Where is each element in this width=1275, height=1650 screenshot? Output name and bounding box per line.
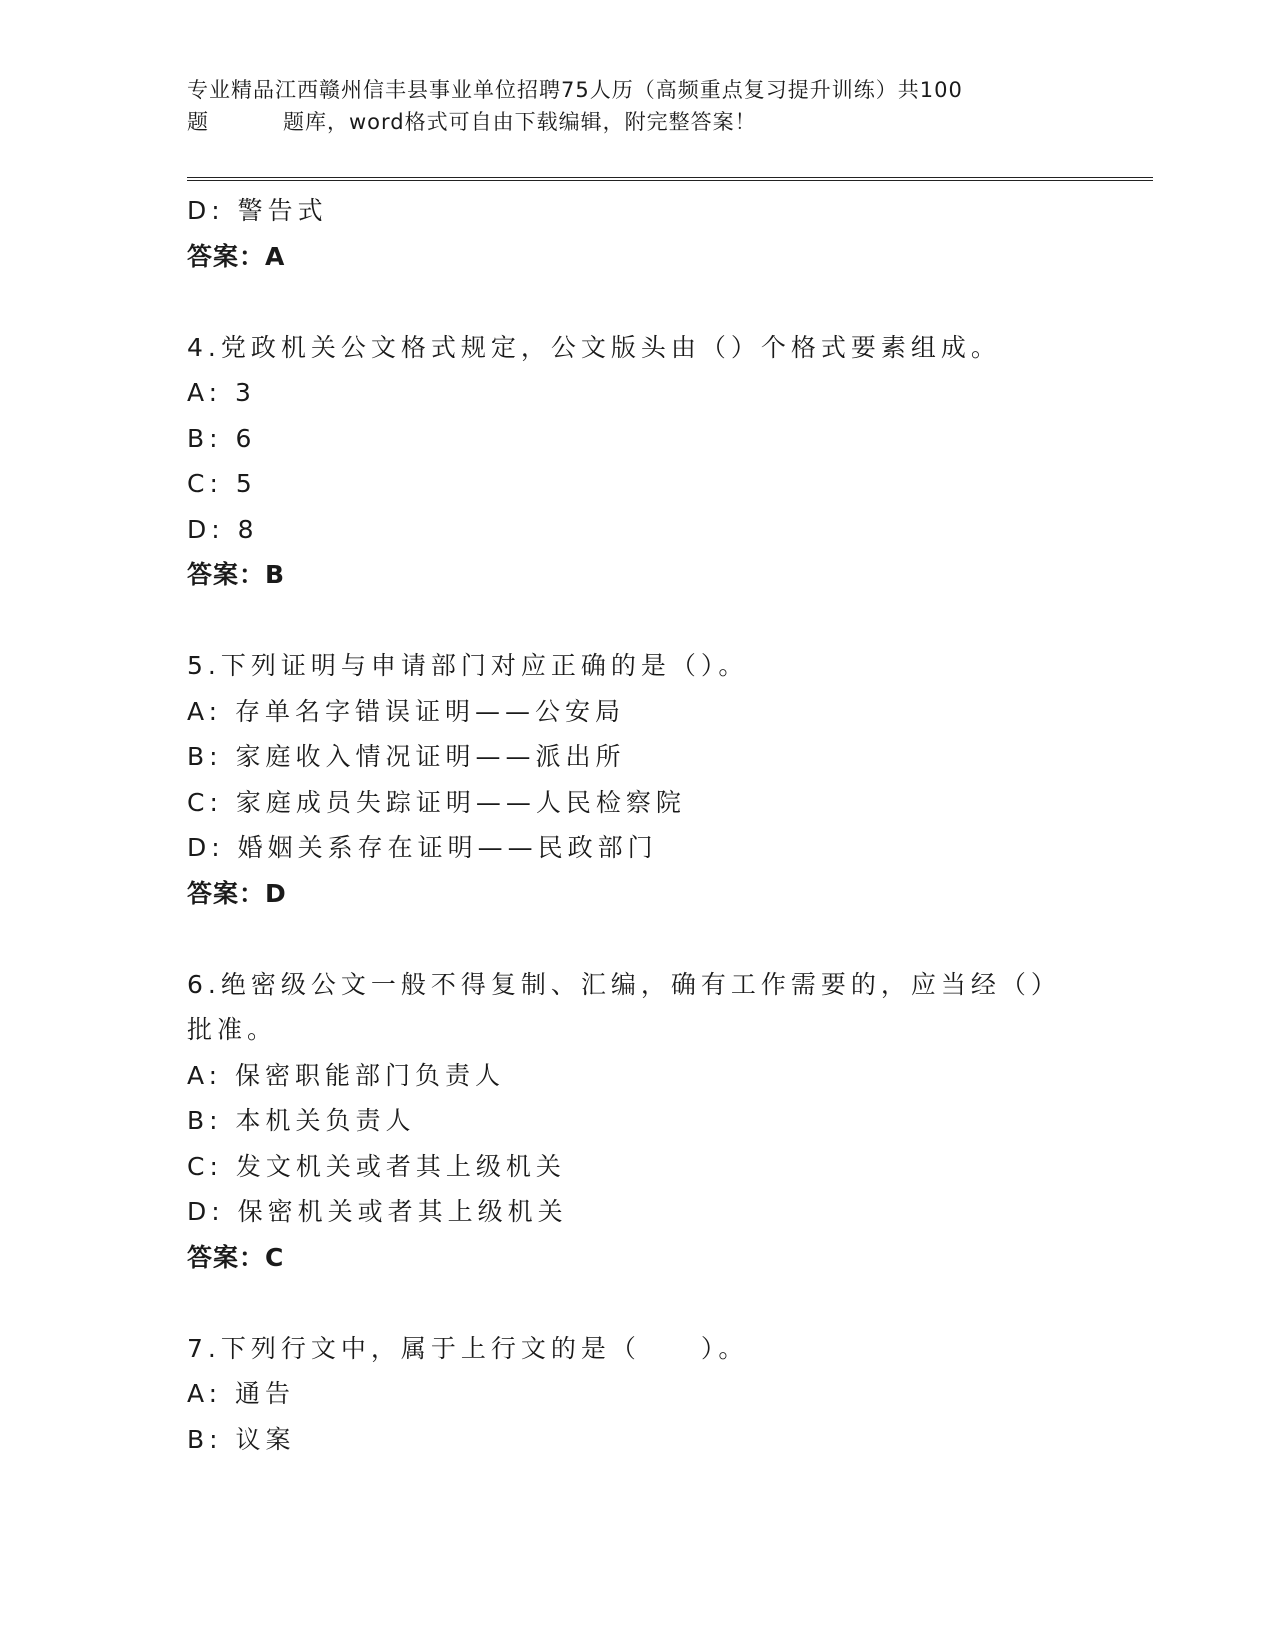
- header-line-2: [187, 106, 1087, 138]
- option-c: C: 家庭成员失踪证明——人民检察院: [187, 787, 686, 817]
- question-5: [187, 643, 1067, 916]
- prev-question-option-d: D: 警告式: [187, 196, 328, 225]
- answer: 答案：C: [187, 1242, 285, 1272]
- option-d: D: 婚姻关系存在证明——民政部门: [187, 833, 658, 862]
- answer: 答案：D: [187, 878, 287, 908]
- question-4: [187, 325, 1067, 598]
- option-b: B: 本机关负责人: [187, 1106, 416, 1135]
- question-text: 7.下列行文中，属于上行文的是（ ）。: [187, 1333, 749, 1363]
- option-b: B: 6: [187, 423, 257, 453]
- option-a: A: 通告: [187, 1379, 296, 1408]
- header-line-1: 专业精品江西赣州信丰县事业单位招聘75人历（高频重点复习提升训练）共100: [187, 78, 963, 102]
- option-a: A: 保密职能部门负责人: [187, 1060, 506, 1090]
- option-c: C: 5: [187, 469, 257, 498]
- document-body: [187, 188, 1067, 1462]
- option-a: A: 3: [187, 378, 256, 407]
- question-text: 6.绝密级公文一般不得复制、汇编，确有工作需要的，应当经（）批准。: [187, 969, 1061, 1044]
- option-b: B: 议案: [187, 1424, 296, 1454]
- page-header: [187, 74, 1087, 138]
- question-6: [187, 962, 1067, 1281]
- option-d: D: 保密机关或者其上级机关: [187, 1197, 568, 1226]
- header-divider: [187, 177, 1153, 181]
- header-line-2-right: 题库，word格式可自由下载编辑，附完整答案！: [283, 110, 757, 134]
- header-line-2-left: 题: [187, 110, 209, 134]
- question-text: 4.党政机关公文格式规定，公文版头由（）个格式要素组成。: [187, 332, 1001, 362]
- question-7: [187, 1326, 1067, 1463]
- option-b: B: 家庭收入情况证明——派出所: [187, 742, 626, 771]
- prev-question-answer: 答案：A: [187, 241, 286, 271]
- option-a: A: 存单名字错误证明——公安局: [187, 696, 626, 726]
- question-text: 5.下列证明与申请部门对应正确的是（）。: [187, 651, 749, 680]
- answer: 答案：B: [187, 560, 286, 589]
- option-c: C: 发文机关或者其上级机关: [187, 1151, 566, 1181]
- option-d: D: 8: [187, 514, 259, 544]
